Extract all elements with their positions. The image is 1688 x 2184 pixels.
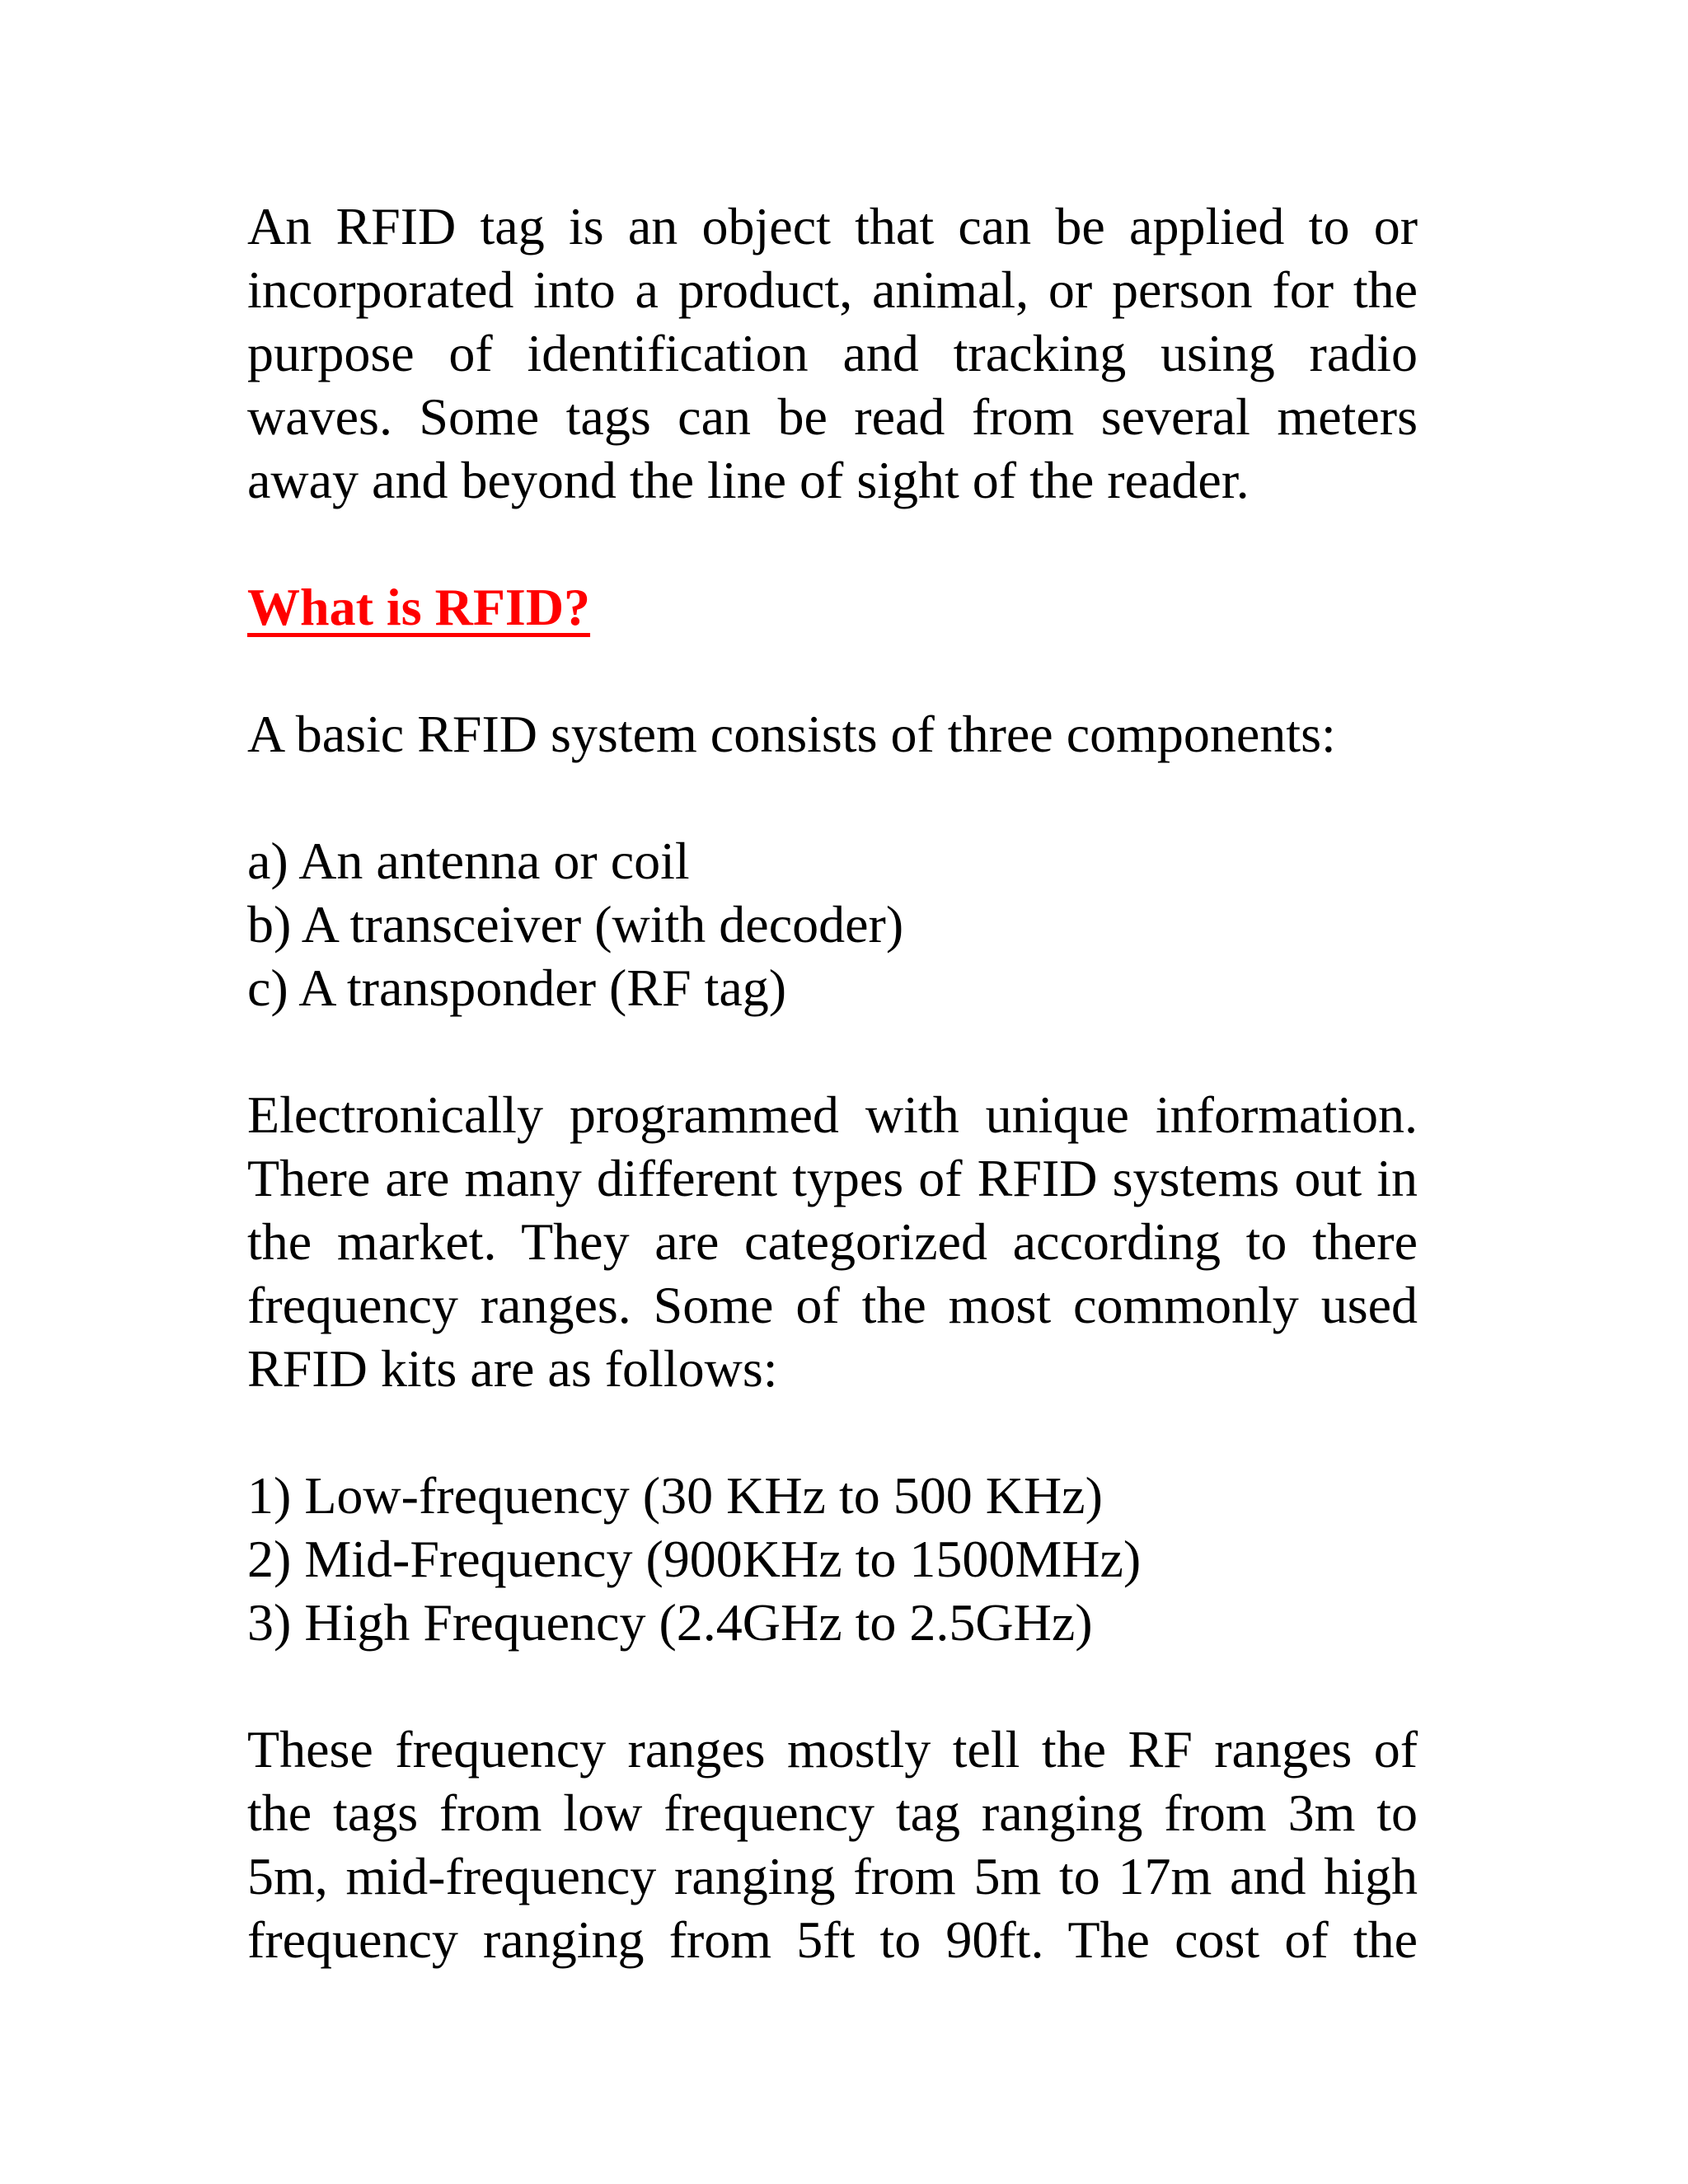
spacer (247, 639, 1418, 702)
types-paragraph: Electronically programmed with unique information. There are many different types of RFID systems out in the market. They are categorized according to there frequency ranges. Some of the most commonly used RFID kits are as follows: (247, 1085, 1418, 1398)
spacer (247, 512, 1418, 575)
spacer (247, 1654, 1418, 1718)
spacer (247, 1019, 1418, 1083)
frequency-kits-list (247, 1464, 1418, 1654)
components-list (247, 829, 1418, 1019)
ranges-paragraph: These frequency ranges mostly tell the RF ranges of the tags from low frequency tag ranging from 3m to 5m, mid-frequency ranging from 5m to 17m and high frequency ranging from 5ft to 90ft. The cost of the (247, 1720, 1418, 1969)
list-item: 3) High Frequency (2.4GHz to 2.5GHz) (247, 1593, 1093, 1652)
list-item: b) A transceiver (with decoder) (247, 895, 904, 954)
list-item: a) An antenna or coil (247, 832, 690, 890)
list-item: c) A transponder (RF tag) (247, 958, 787, 1017)
page-content (247, 194, 1418, 1971)
list-item: 2) Mid-Frequency (900KHz to 1500MHz) (247, 1530, 1142, 1588)
section-heading: What is RFID? (247, 578, 591, 636)
intro-paragraph: An RFID tag is an object that can be applied to or incorporated into a product, animal, or person for the purpose of identification and tracking using radio waves. Some tags can be read from several meters away and beyond the line of sight of the reader. (247, 197, 1418, 509)
components-intro: A basic RFID system consists of three components: (247, 705, 1336, 763)
list-item: 1) Low-frequency (30 KHz to 500 KHz) (247, 1466, 1103, 1525)
spacer (247, 1400, 1418, 1464)
spacer (247, 766, 1418, 829)
